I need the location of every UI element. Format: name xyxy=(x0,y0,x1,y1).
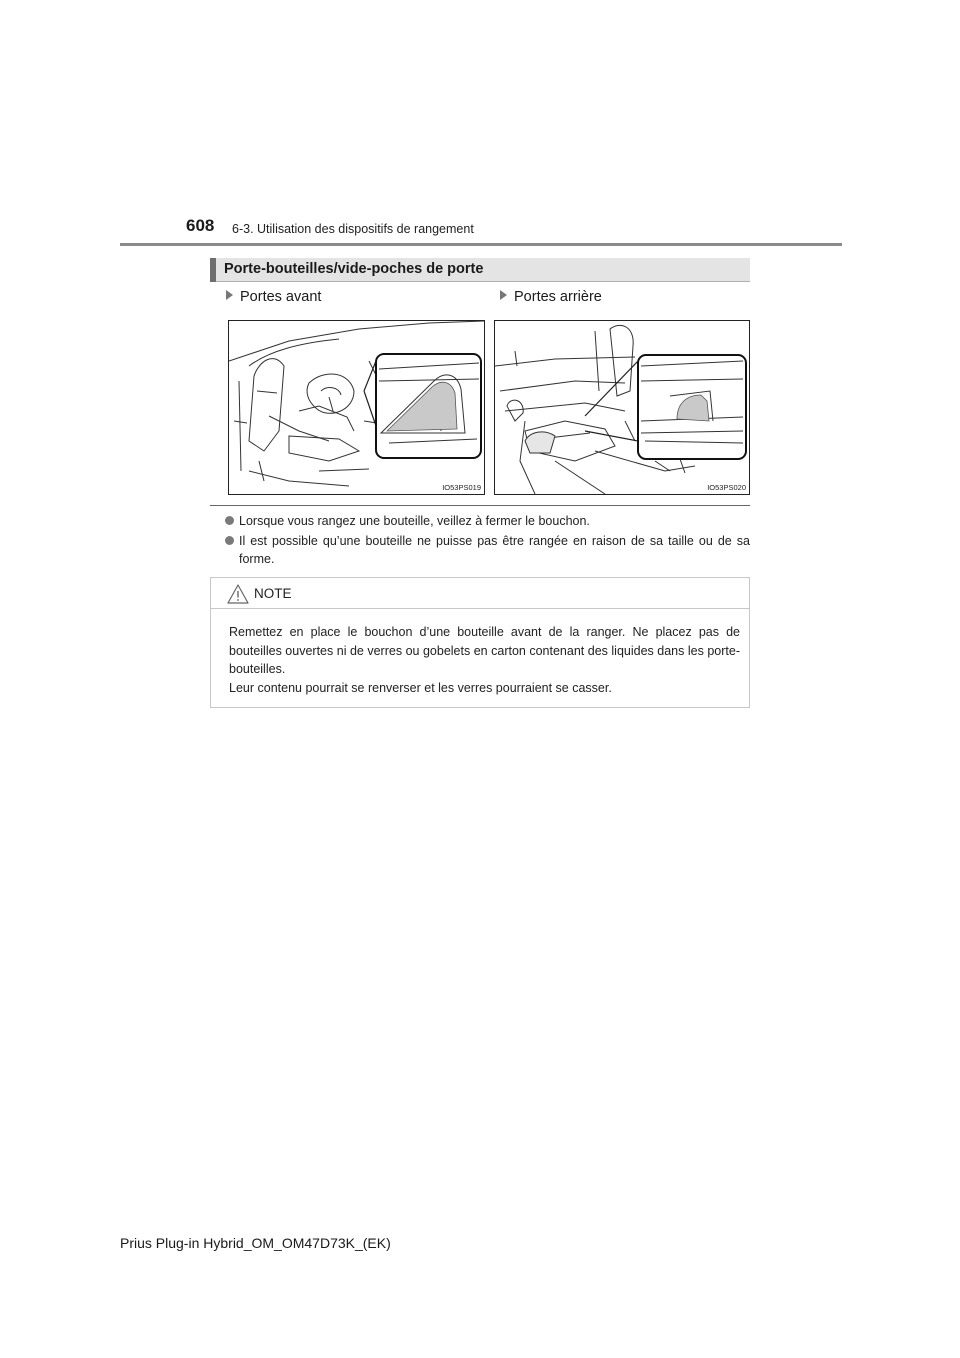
list-item-text: Il est possible qu’une bouteille ne puisse pas être rangée en raison de sa taille ou de sa forme. xyxy=(239,534,750,566)
note-title: NOTE xyxy=(254,586,292,601)
note-divider xyxy=(211,608,749,609)
note-box xyxy=(210,577,750,708)
list-item xyxy=(225,512,750,530)
list-rule xyxy=(210,505,750,506)
bullet-icon xyxy=(225,536,234,545)
section-heading-title: Porte-bouteilles/vide-poches de porte xyxy=(224,261,484,277)
list-item xyxy=(225,532,750,568)
list-item-text: Lorsque vous rangez une bouteille, veillez à fermer le bouchon. xyxy=(239,514,590,528)
figure-caption-rear xyxy=(500,289,602,305)
triangle-right-icon xyxy=(226,290,233,300)
section-heading xyxy=(210,258,750,282)
front-door-illustration xyxy=(229,321,484,494)
triangle-right-icon xyxy=(500,290,507,300)
note-paragraph: Leur contenu pourrait se renverser et les verres pourraient se casser. xyxy=(229,680,612,695)
figure-caption-front xyxy=(226,289,321,305)
figure-caption-rear-label: Portes arrière xyxy=(514,289,602,305)
bullet-icon xyxy=(225,516,234,525)
heading-accent xyxy=(210,258,216,282)
note-paragraph: Remettez en place le bouchon d’une bouteille avant de la ranger. Ne placez pas de bouteilles ouvertes ni de verres ou gobelets en carton contenant des liquides dans les porte-bouteilles. xyxy=(229,625,740,676)
warning-triangle-icon xyxy=(227,584,249,604)
figure-front-doors xyxy=(228,320,485,495)
figure-code-front: IO53PS019 xyxy=(442,483,481,492)
note-text xyxy=(229,623,740,697)
page-number: 608 xyxy=(186,216,215,235)
figure-code-rear: IO53PS020 xyxy=(707,483,746,492)
rear-door-illustration xyxy=(495,321,749,494)
footer-text: Prius Plug-in Hybrid_OM_OM47D73K_(EK) xyxy=(120,1235,391,1251)
figure-caption-front-label: Portes avant xyxy=(240,289,322,305)
figure-rear-doors xyxy=(494,320,750,495)
section-header: 6-3. Utilisation des dispositifs de rangement xyxy=(232,222,474,236)
header-rule xyxy=(120,243,842,246)
